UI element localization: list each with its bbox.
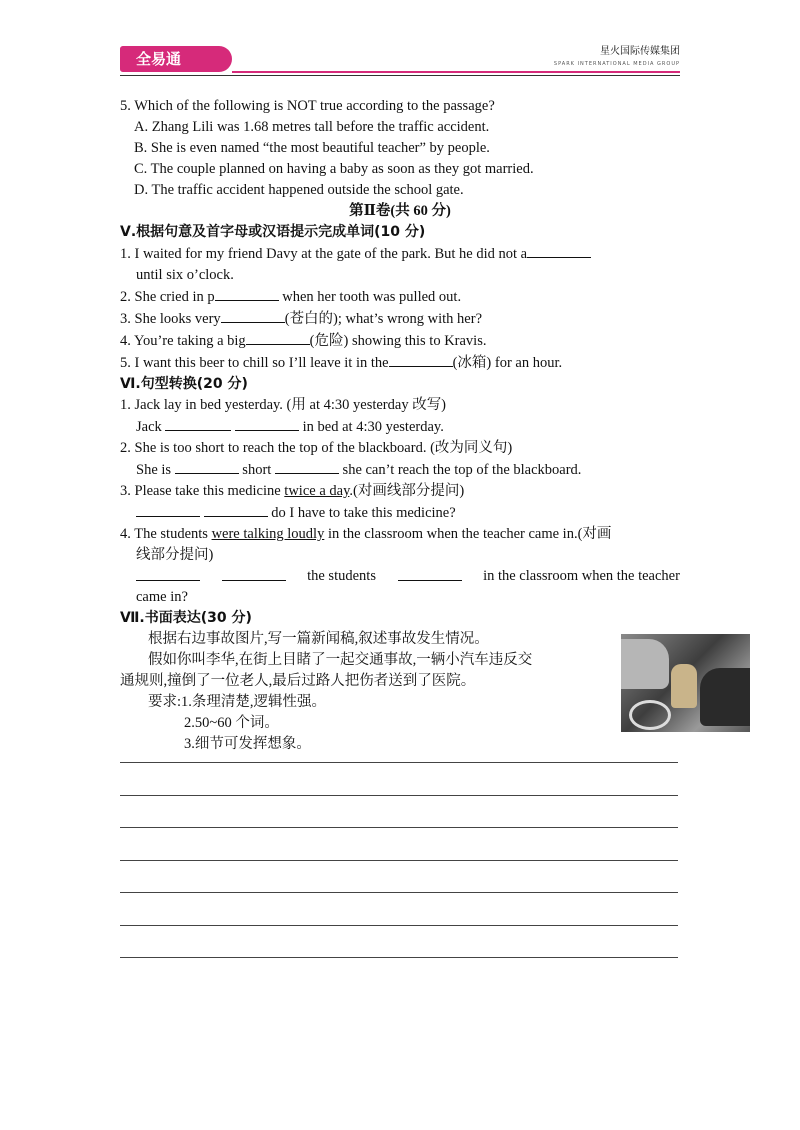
- s5-q3: [120, 308, 680, 330]
- q5-option-c: C. The couple planned on having a baby as soon as they got married.: [134, 161, 534, 177]
- writing-area[interactable]: [120, 762, 678, 990]
- s5-q3-tail: (苍白的); what’s wrong with her?: [284, 311, 483, 327]
- s6-q1-answer: [120, 416, 680, 438]
- s6-q2: 2. She is too short to reach the top of the blackboard. (改为同义句): [120, 440, 513, 456]
- s5-q4-tail: (危险) showing this to Kravis.: [309, 333, 487, 349]
- header-rule: [232, 71, 680, 73]
- s5-q1-text: 1. I waited for my friend Davy at the gate of the park. But he did not a: [120, 246, 528, 262]
- writing-line[interactable]: [120, 827, 678, 828]
- logo: 全易通: [120, 46, 232, 72]
- s6-q1-ans-text: Jack: [136, 419, 166, 435]
- s5-q2-tail: when her tooth was pulled out.: [278, 289, 462, 305]
- s5-q1-cont: until six o’clock.: [136, 267, 234, 283]
- q5-option-d: D. The traffic accident happened outside the school gate.: [134, 182, 464, 198]
- q5-stem: 5. Which of the following is NOT true according to the passage?: [120, 98, 495, 114]
- s6-q4-ans-text: the students: [307, 568, 376, 584]
- s7-scenario-cont: 通规则,撞倒了一位老人,最后过路人把伤者送到了医院。: [120, 673, 476, 689]
- s5-q4-text: 4. You’re taking a big: [120, 333, 246, 349]
- s6-q4-text: 4. The students: [120, 526, 212, 542]
- worksheet-content: [120, 96, 680, 755]
- answer-blank[interactable]: [215, 286, 279, 301]
- s5-q5-tail: (冰箱) for an hour.: [452, 355, 563, 371]
- s5-q2-text: 2. She cried in p: [120, 289, 215, 305]
- writing-line[interactable]: [120, 762, 678, 763]
- answer-blank[interactable]: [222, 566, 286, 581]
- s6-q1: 1. Jack lay in bed yesterday. (用 at 4:30 yesterday 改写): [120, 397, 447, 413]
- s7-req1: 要求:1.条理清楚,逻辑性强。: [148, 694, 327, 710]
- s5-q2: [120, 286, 680, 308]
- s6-q4-tail: in the classroom when the teacher came in.(对画: [324, 526, 612, 542]
- s5-q5: [120, 352, 680, 374]
- section7-title: Ⅶ.书面表达(30 分): [120, 610, 252, 626]
- answer-blank[interactable]: [221, 308, 285, 323]
- writing-line[interactable]: [120, 860, 678, 861]
- header-rule-thin: [120, 75, 680, 76]
- person-shape: [671, 664, 697, 708]
- answer-blank[interactable]: [165, 416, 231, 431]
- car-shape: [621, 639, 669, 689]
- publisher-name: [554, 46, 680, 70]
- answer-blank[interactable]: [136, 502, 200, 517]
- section5-title: Ⅴ.根据句意及首字母或汉语提示完成单词(10 分): [120, 224, 426, 240]
- s6-q4-answer: [120, 566, 680, 587]
- s6-q4: [120, 524, 680, 545]
- s6-q4-ans-mid: in the classroom when the teacher: [483, 568, 680, 584]
- answer-blank[interactable]: [275, 459, 339, 474]
- s5-q1: [120, 243, 680, 265]
- s6-q3-text: 3. Please take this medicine: [120, 483, 285, 499]
- publisher-name-en: SPARK INTERNATIONAL MEDIA GROUP: [553, 61, 680, 67]
- answer-blank[interactable]: [175, 459, 239, 474]
- s6-q2-ans-text: She is: [136, 462, 175, 478]
- s6-q3-underlined: twice a day: [284, 483, 350, 499]
- writing-line[interactable]: [120, 957, 678, 958]
- s5-q3-text: 3. She looks very: [120, 311, 221, 327]
- s7-req3: 3.细节可发挥想象。: [184, 736, 311, 752]
- q5-option-b: B. She is even named “the most beautiful teacher” by people.: [134, 140, 490, 156]
- publisher-name-cn: 星火国际传媒集团: [600, 46, 680, 57]
- car-shape: [700, 668, 750, 726]
- bicycle-wheel-shape: [629, 700, 671, 730]
- s6-q4-cont: 线部分提问): [136, 547, 214, 563]
- s6-q2-ans-mid: short: [238, 462, 275, 478]
- answer-blank[interactable]: [398, 566, 462, 581]
- s6-q3-ans-tail: do I have to take this medicine?: [267, 505, 456, 521]
- s6-q4-ans-end: came in?: [136, 589, 188, 605]
- writing-line[interactable]: [120, 925, 678, 926]
- answer-blank[interactable]: [389, 352, 453, 367]
- answer-blank[interactable]: [527, 243, 591, 258]
- answer-blank[interactable]: [136, 566, 200, 581]
- answer-blank[interactable]: [235, 416, 299, 431]
- accident-photo: [621, 634, 750, 732]
- s6-q4-underlined: were talking loudly: [211, 526, 325, 542]
- s6-q3-tail: .(对画线部分提问): [349, 483, 465, 499]
- s6-q3-answer: [120, 502, 680, 524]
- section6-title: Ⅵ.句型转换(20 分): [120, 376, 248, 392]
- answer-blank[interactable]: [204, 502, 268, 517]
- s6-q2-ans-tail: she can’t reach the top of the blackboard.: [338, 462, 582, 478]
- writing-line[interactable]: [120, 892, 678, 893]
- page-header: [120, 40, 680, 78]
- q5-option-a: A. Zhang Lili was 1.68 metres tall before the traffic accident.: [134, 119, 490, 135]
- s7-req2: 2.50~60 个词。: [184, 715, 279, 731]
- part2-title: 第Ⅱ卷(共 60 分): [349, 203, 451, 219]
- answer-blank[interactable]: [246, 330, 310, 345]
- s7-instruction: 根据右边事故图片,写一篇新闻稿,叙述事故发生情况。: [148, 631, 489, 647]
- writing-line[interactable]: [120, 795, 678, 796]
- s5-q5-text: 5. I want this beer to chill so I’ll leave it in the: [120, 355, 389, 371]
- s6-q1-ans-tail: in bed at 4:30 yesterday.: [299, 419, 444, 435]
- s5-q4: [120, 330, 680, 352]
- s6-q2-answer: [120, 459, 680, 481]
- s6-q3: [120, 481, 680, 502]
- s7-scenario: 假如你叫李华,在街上目睹了一起交通事故,一辆小汽车违反交: [148, 652, 533, 668]
